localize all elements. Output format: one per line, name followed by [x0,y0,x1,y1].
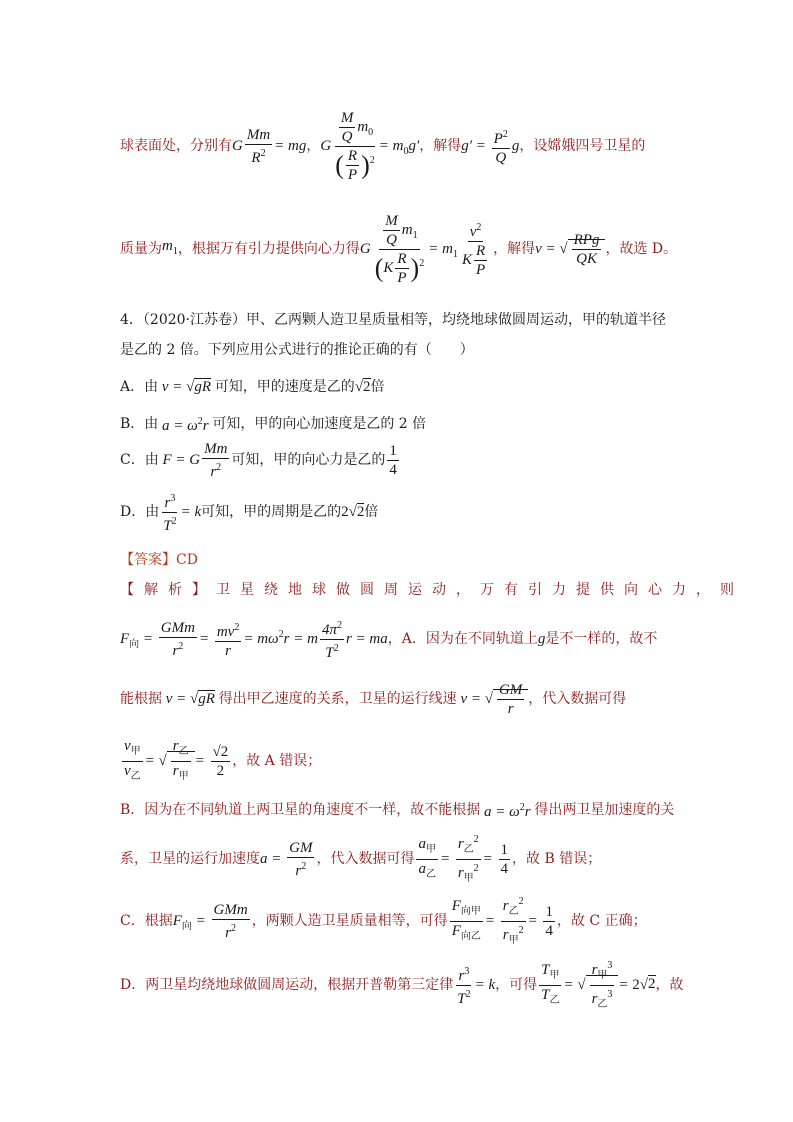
formula-v: v = √ $\frac{\text{RPg}}{QK}$ [535,231,605,268]
text-fragment: ，设嫦娥四号卫星的 [519,138,646,154]
analysis-text: D．两卫星均绕地球做圆周运动，根据开普勒第三定律 [120,977,454,993]
analysis-text: 得出甲乙速度的关系，卫星的运行线速 [218,691,457,707]
text-fragment: ， [306,138,321,154]
answer-line [120,550,683,570]
formula-f-chain: $F_向$ = $\frac{\text{GMm}}{r^2}$ = $\frac{mv^2}{r}$ = $m\omega^2r = m$ $\frac{4\pi^2}{T^2}$ r = ma [120,617,388,662]
analysis-text: 能根据 [120,691,162,707]
formula-kepler-2: $\frac{r^3}{T^2}$ = k [453,963,495,1008]
analysis-text: 卫星绕地球做圆周运动，万有引力提供向心力，则 [216,582,744,598]
text-fragment: ，根据万有引力提供向心力得 [177,241,360,257]
analysis-line-b1 [120,798,683,822]
formula-kepler: $\frac{r^3}{T^2}$ = k [159,490,201,535]
analysis-text: 是不一样的，故不 [545,631,658,647]
analysis-line-3 [120,674,683,724]
text-fragment: ，解得 [419,138,462,154]
option-text: 倍 [370,379,385,395]
formula-v-sqrt-gr: v = √gR [158,379,212,395]
option-a [120,374,683,400]
analysis-text: 得出两卫星加速度的关 [534,802,675,818]
question-4-stem-line-1: 4．（2020·江苏卷）甲、乙两颗人造卫星质量相等，均绕地球做圆周运动，甲的轨道半径 [120,312,666,328]
formula-2sqrt2: 2√2 [341,504,365,520]
formula-t-ratio: $\frac{T_甲}{T_乙}$ = √ $\frac{r_甲^3}{r_乙^3}$ = 2√2 [537,957,655,1014]
text-fragment: ，故选 D。 [605,241,678,257]
formula-gravity-moon: G $\frac{M}{Q}$ $m_0$ ( $\frac{R}{P}$ )$^2$ = $m_0g'$ [320,109,420,183]
analysis-text: ，故 A 错误； [232,753,322,769]
option-text: 可知，甲的向心加速度是乙的 2 倍 [212,416,427,432]
question-4-stem-line-2: 是乙的 2 倍。下列应用公式进行的推论正确的有（ ） [120,342,474,358]
analysis-line-4 [120,734,683,788]
option-label: D．由 [120,504,160,520]
formula-g-prime: g′ = $\frac{P^2}{Q}$ g [461,126,519,167]
option-label: B．由 [120,416,159,432]
analysis-text: ，故 C 正确； [556,913,647,929]
text-fragment: 质量为 [120,241,162,257]
analysis-line-b2 [120,834,683,884]
formula-gravity-surface: G $\frac{Mm}{R^2}$ = mg [232,126,307,166]
formula-a-gm: a = $\frac{GM}{r^2}$ [260,839,313,879]
analysis-text: 系，卫星的运行加速度 [120,851,260,867]
option-c [120,438,683,482]
formula-orbit-force: G $\frac{M}{Q}$ $m_1$ (K $\frac{R}{P}$ )$^2$ = $m_1$ $v^2$ K $\frac{R}{P}$ [359,212,486,286]
formula-a-ratio: $\frac{a_甲}{a_乙}$ = $\frac{r_乙^2}{r_甲^2}$ = $\frac{1}{4}$ [414,831,512,888]
option-d [120,490,683,534]
solution-line-2 [120,203,683,295]
analysis-text: ，故 [655,977,684,993]
formula-f-ratio: $\frac{F_{向甲}}{F_{向乙}}$ = $\frac{r_乙^2}{r_甲^2}$ = $\frac{1}{4}$ [448,893,557,950]
analysis-text: C．根据 [120,913,173,929]
option-b [120,412,683,436]
solution-line-1 [120,100,683,192]
analysis-line-c1 [120,896,683,946]
analysis-line-1 [120,580,744,600]
analysis-text: ，代入数据可得 [316,851,415,867]
option-text: 可知，甲的向心力是乙的 [231,452,386,468]
text-fragment: ，解得 [493,241,536,257]
formula-a-omega: $a = \omega^2r$ [158,416,213,434]
formula-v-sqrt-gr-2: v = √gR [162,691,215,707]
formula-v-ratio: $\frac{v_甲}{v_乙}$ = √ $\frac{r_乙}{r_甲}$ = $\frac{√2}{2}$ [124,737,229,782]
formula-quarter: $\frac{1}{4}$ [389,442,397,478]
option-label: C．由 [120,452,159,468]
formula-m1: $m_1$ [162,238,178,257]
answer-value: CD [176,552,198,568]
text-fragment: 球表面处，分别有 [120,138,232,154]
formula-sqrt2: √2 [354,379,371,395]
option-text: 可知，甲的速度是乙的 [214,379,355,395]
formula-f-gmm: F = G $\frac{Mm}{r^2}$ [158,440,228,480]
analysis-text: ，可得 [495,977,538,993]
formula-v-gm-r: v = √ $\frac{GM}{r}$ [457,681,529,718]
formula-f-center: $F_向$ = $\frac{\text{GMm}}{r^2}$ [172,901,248,941]
symbol-g: g [537,631,546,647]
analysis-text: ，两颗人造卫星质量相等，可得 [251,913,448,929]
analysis-text: ，A．因为在不同轨道上 [387,631,538,647]
analysis-line-2 [120,614,683,664]
option-text: 可知，甲的周期是乙的 [201,504,342,520]
analysis-text: ，代入数据可得 [528,691,627,707]
answer-label: 【答案】 [120,552,176,568]
formula-a-omega-2: $a = \omega^2r$ [480,802,535,820]
analysis-text: ，故 B 错误； [512,851,602,867]
option-label: A．由 [120,379,159,395]
option-text: 倍 [364,504,379,520]
analysis-label: 【解析】 [120,582,216,598]
analysis-line-d1 [120,958,683,1012]
analysis-text: B．因为在不同轨道上两卫星的角速度不一样，故不能根据 [120,802,481,818]
